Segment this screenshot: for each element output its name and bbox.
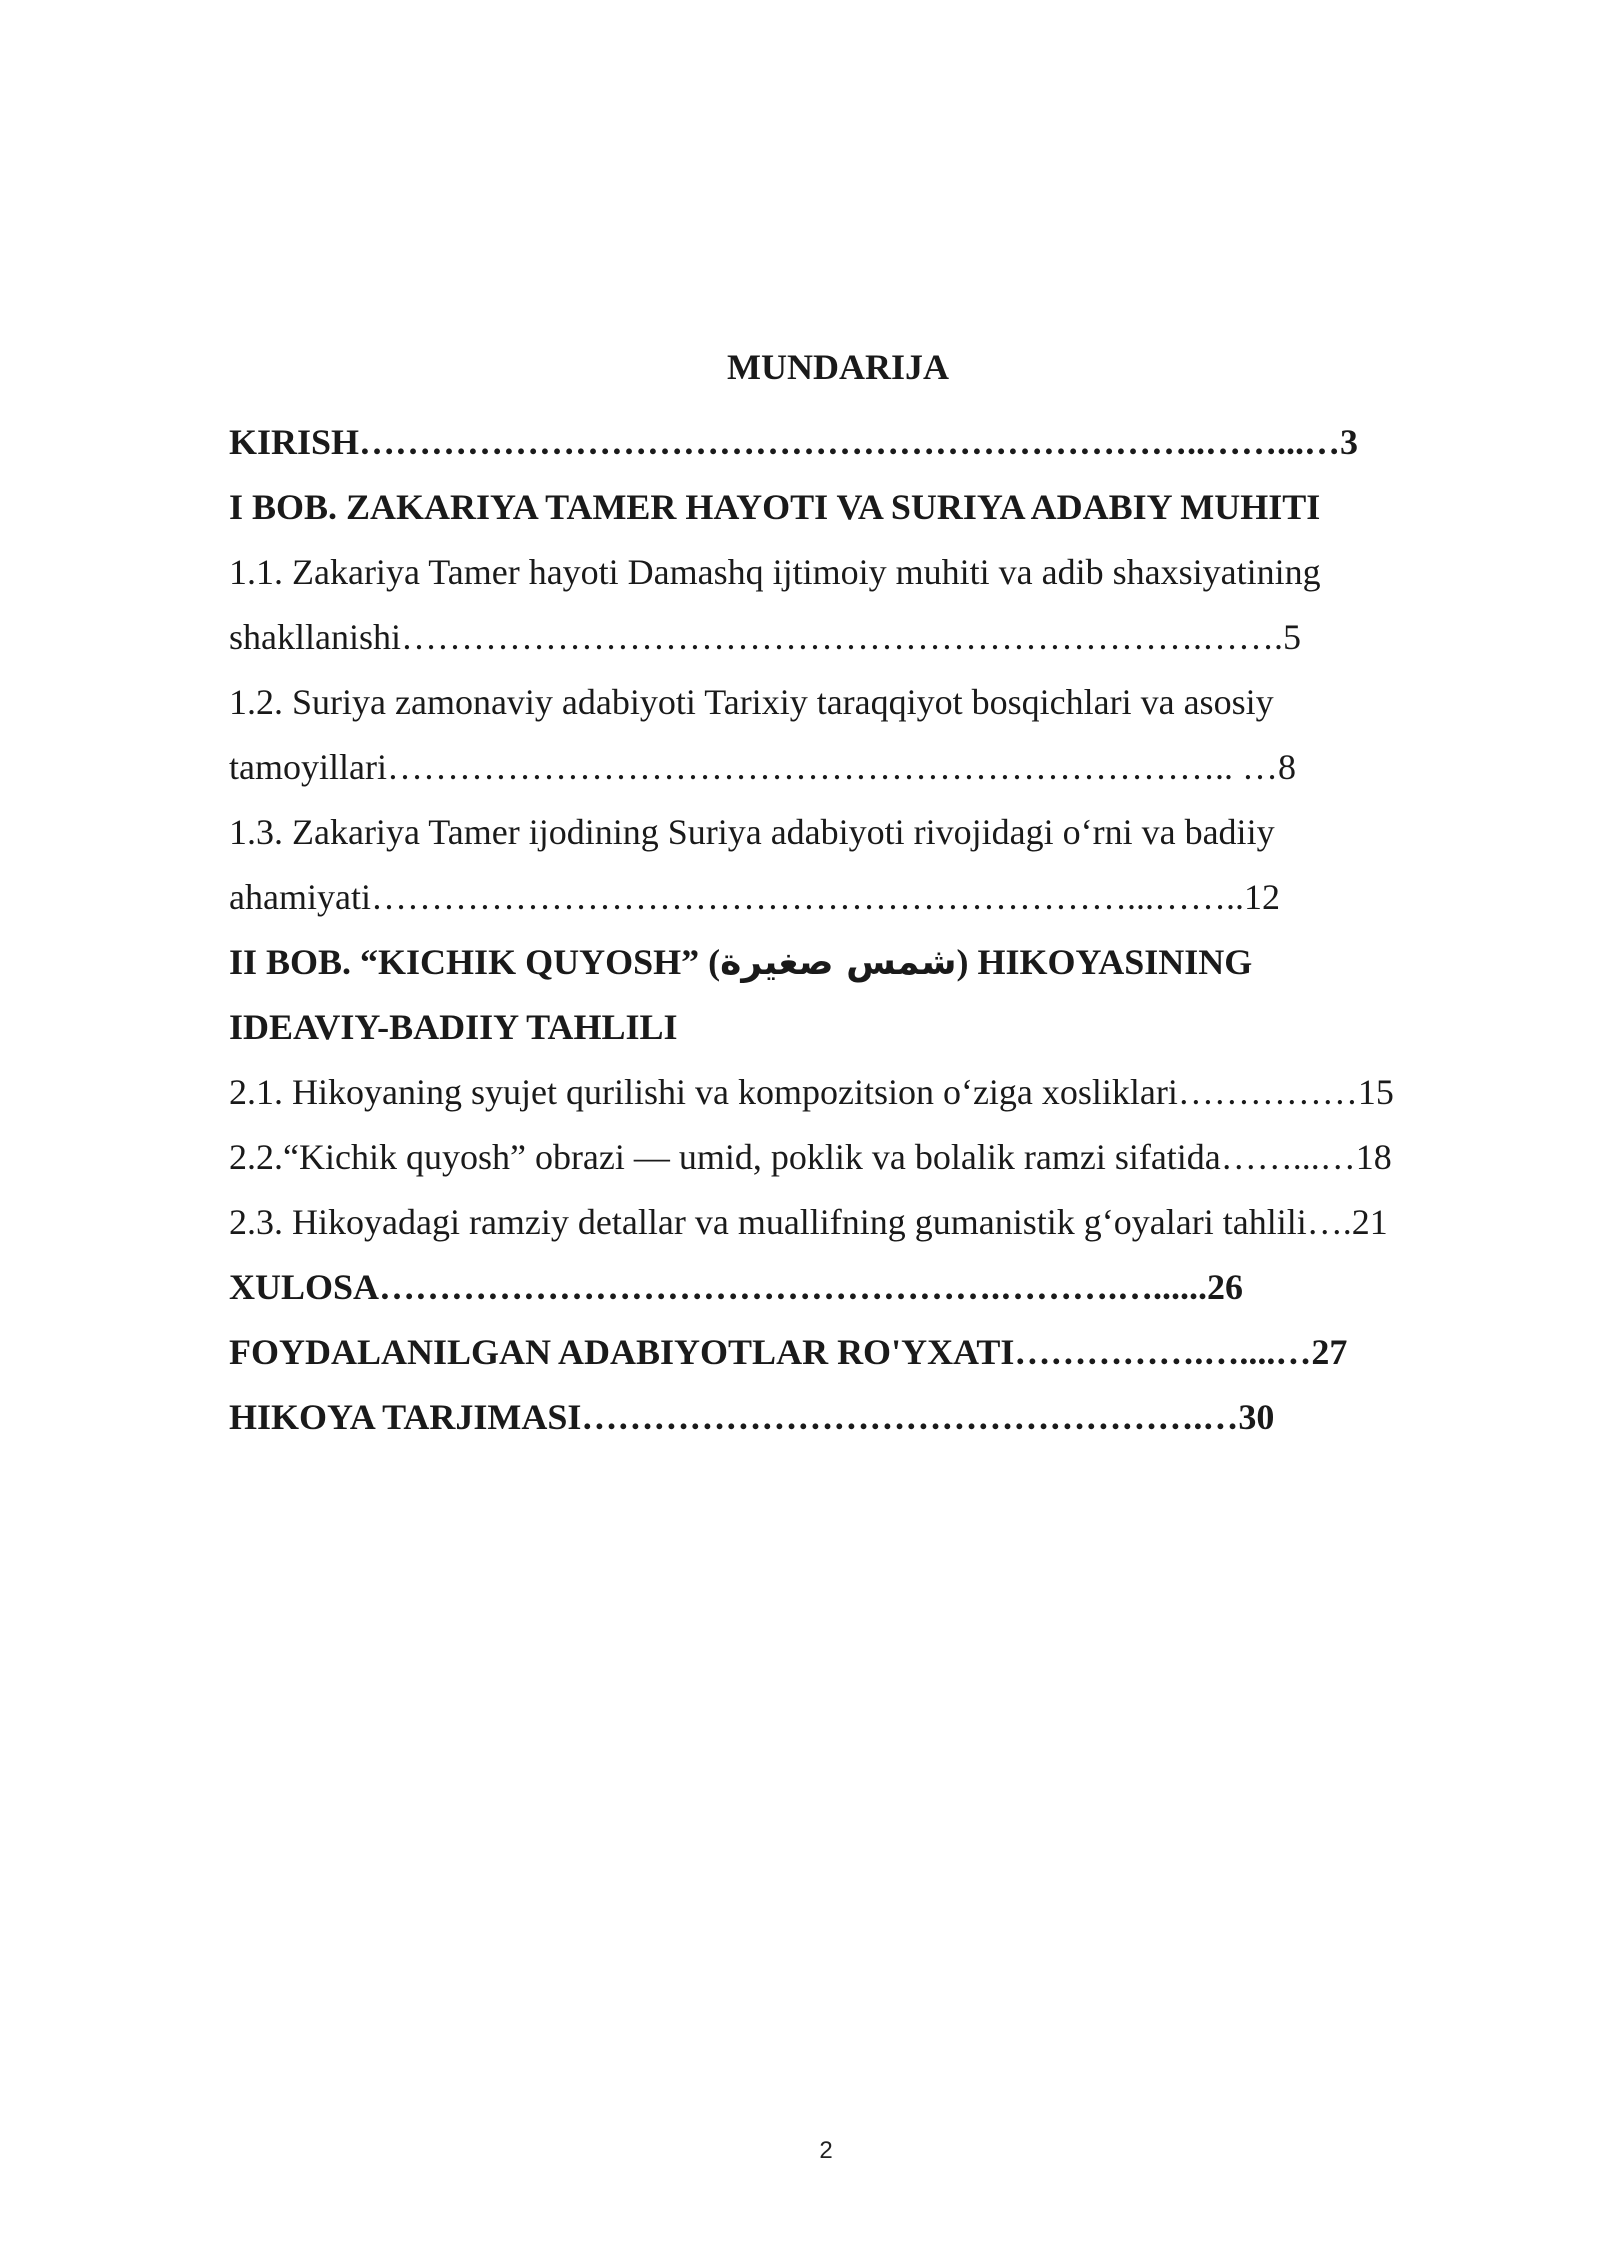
toc-title: MUNDARIJA (727, 347, 949, 387)
toc-entry-1-3-continued[interactable]: ahamiyati………………………………………………………...……..12 (229, 877, 1280, 917)
chapter-2-heading-part2: ) HIKOYASINING (956, 942, 1253, 982)
table-of-contents (229, 410, 1459, 1450)
toc-entry-kirish[interactable]: KIRISH……………………………………………………………..……...…3 (229, 422, 1359, 462)
toc-entry-2-2[interactable]: 2.2.“Kichik quyosh” obrazi — umid, poklik va bolalik ramzi sifatida……...…18 (229, 1137, 1392, 1177)
toc-chapter-1-heading[interactable]: I BOB. ZAKARIYA TAMER HAYOTI VA SURIYA ADABIY MUHITI (229, 487, 1321, 527)
toc-entry-1-2[interactable]: 1.2. Suriya zamonaviy adabiyoti Tarixiy taraqqiyot bosqichlari va asosiy (229, 682, 1274, 722)
toc-entry-1-2-continued[interactable]: tamoyillari…………………………………………………………….. …8 (229, 747, 1296, 787)
toc-entry-1-1[interactable]: 1.1. Zakariya Tamer hayoti Damashq ijtimoiy muhiti va adib shaxsiyatining (229, 552, 1321, 592)
chapter-2-arabic-title: شمس صغيرة (720, 942, 957, 983)
toc-entry-1-1-continued[interactable]: shakllanishi………………………………………………………….…….5 (229, 617, 1301, 657)
toc-chapter-2-heading-continued[interactable]: IDEAVIY-BADIIY TAHLILI (229, 1007, 678, 1047)
chapter-2-heading-part1: II BOB. “KICHIK QUYOSH” ( (229, 942, 721, 982)
toc-entry-translation[interactable]: HIKOYA TARJIMASI…………………………………………….…30 (229, 1397, 1275, 1437)
toc-entry-bibliography[interactable]: FOYDALANILGAN ADABIYOTLAR RO'YXATI…………….…....…27 (229, 1332, 1348, 1372)
toc-chapter-2-heading[interactable] (229, 930, 1459, 995)
toc-entry-1-3[interactable]: 1.3. Zakariya Tamer ijodining Suriya adabiyoti rivojidagi o‘rni va badiiy (229, 812, 1275, 852)
toc-entry-xulosa[interactable]: XULOSA…………………………………………….……….…......26 (229, 1267, 1244, 1307)
page-number: 2 (819, 2137, 833, 2164)
toc-entry-2-1[interactable]: 2.1. Hikoyaning syujet qurilishi va kompozitsion o‘ziga xosliklari……………15 (229, 1072, 1394, 1112)
toc-entry-2-3[interactable]: 2.3. Hikoyadagi ramziy detallar va muallifning gumanistik g‘oyalari tahlili….21 (229, 1202, 1388, 1242)
